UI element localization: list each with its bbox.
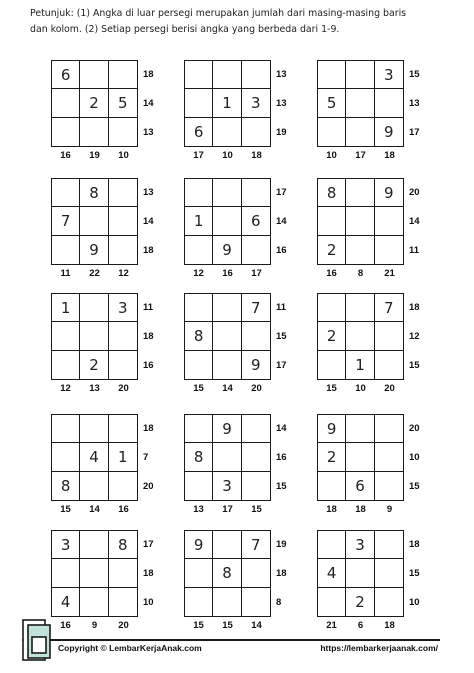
grid-cell[interactable] <box>80 472 108 500</box>
grid-cell[interactable] <box>185 351 213 379</box>
grid-cell[interactable]: 1 <box>185 207 213 235</box>
puzzle-6 <box>317 178 443 282</box>
grid-cell[interactable] <box>242 559 270 587</box>
grid-cell[interactable]: 6 <box>242 207 270 235</box>
column-sum: 9 <box>386 504 393 515</box>
grid-cell[interactable] <box>185 415 213 443</box>
grid-cell[interactable] <box>318 531 346 559</box>
puzzle-grid <box>317 60 404 147</box>
column-sum: 13 <box>89 383 100 394</box>
grid-cell[interactable] <box>80 294 108 322</box>
column-sum: 19 <box>89 150 100 161</box>
column-sum: 10 <box>222 150 233 161</box>
grid-cell[interactable] <box>375 351 403 379</box>
grid-cell[interactable] <box>109 322 137 350</box>
puzzle-grid <box>51 178 138 265</box>
grid-cell[interactable] <box>185 89 213 117</box>
grid-cell[interactable] <box>375 207 403 235</box>
column-sum: 8 <box>357 268 364 279</box>
grid-cell[interactable] <box>375 531 403 559</box>
grid-cell[interactable] <box>242 588 270 616</box>
grid-cell[interactable] <box>213 118 241 146</box>
grid-cell[interactable]: 2 <box>318 236 346 264</box>
grid-cell[interactable] <box>213 351 241 379</box>
grid-cell[interactable]: 3 <box>375 61 403 89</box>
row-sum: 12 <box>409 330 420 342</box>
grid-cell[interactable] <box>109 559 137 587</box>
grid-cell[interactable] <box>213 179 241 207</box>
grid-cell[interactable] <box>346 443 374 471</box>
grid-cell[interactable] <box>52 351 80 379</box>
grid-cell[interactable] <box>213 294 241 322</box>
row-sum: 18 <box>143 422 154 434</box>
grid-cell[interactable] <box>52 236 80 264</box>
row-sum: 14 <box>143 97 154 109</box>
row-sum: 10 <box>409 451 420 463</box>
grid-cell[interactable] <box>52 118 80 146</box>
grid-cell[interactable] <box>52 179 80 207</box>
grid-cell[interactable] <box>80 559 108 587</box>
grid-cell[interactable] <box>109 415 137 443</box>
grid-cell[interactable]: 3 <box>242 89 270 117</box>
grid-cell[interactable] <box>375 236 403 264</box>
row-sum: 15 <box>276 330 287 342</box>
column-sum: 16 <box>60 620 71 631</box>
grid-cell[interactable] <box>109 207 137 235</box>
grid-cell[interactable] <box>109 472 137 500</box>
grid-cell[interactable] <box>318 207 346 235</box>
grid-cell[interactable] <box>80 118 108 146</box>
row-sum: 13 <box>143 126 154 138</box>
lka-logo-icon <box>22 619 52 661</box>
grid-cell[interactable]: 2 <box>318 322 346 350</box>
row-sum: 11 <box>143 301 154 313</box>
grid-cell[interactable]: 4 <box>80 443 108 471</box>
column-sum: 20 <box>251 383 262 394</box>
grid-cell[interactable]: 8 <box>52 472 80 500</box>
row-sum: 15 <box>409 68 420 80</box>
column-sum: 14 <box>89 504 100 515</box>
puzzle-grid <box>184 414 271 501</box>
column-sum: 17 <box>251 268 262 279</box>
grid-cell[interactable] <box>318 61 346 89</box>
grid-cell[interactable]: 4 <box>318 559 346 587</box>
row-sum: 18 <box>409 538 420 550</box>
row-sum: 18 <box>143 330 154 342</box>
puzzle-14 <box>184 530 310 634</box>
column-sum: 10 <box>326 150 337 161</box>
grid-cell[interactable]: 1 <box>213 89 241 117</box>
grid-cell[interactable] <box>242 179 270 207</box>
puzzle-grid <box>184 530 271 617</box>
column-sum: 17 <box>222 504 233 515</box>
grid-cell[interactable] <box>375 322 403 350</box>
puzzle-grid <box>317 293 404 380</box>
grid-cell[interactable]: 1 <box>346 351 374 379</box>
grid-cell[interactable] <box>318 472 346 500</box>
puzzle-4 <box>51 178 177 282</box>
grid-cell[interactable]: 2 <box>80 89 108 117</box>
row-sum: 17 <box>276 186 287 198</box>
puzzle-1 <box>51 60 177 164</box>
row-sum: 19 <box>276 126 287 138</box>
grid-cell[interactable] <box>346 118 374 146</box>
column-sum: 12 <box>193 268 204 279</box>
grid-cell[interactable]: 5 <box>109 89 137 117</box>
row-sum: 10 <box>409 596 420 608</box>
grid-cell[interactable] <box>185 61 213 89</box>
column-sum: 20 <box>118 383 129 394</box>
grid-cell[interactable] <box>213 322 241 350</box>
grid-cell[interactable] <box>109 351 137 379</box>
grid-cell[interactable] <box>213 588 241 616</box>
grid-cell[interactable]: 3 <box>109 294 137 322</box>
grid-cell[interactable]: 4 <box>52 588 80 616</box>
column-sum: 10 <box>355 383 366 394</box>
grid-cell[interactable] <box>346 294 374 322</box>
column-sum: 15 <box>326 383 337 394</box>
grid-cell[interactable] <box>346 322 374 350</box>
grid-cell[interactable] <box>375 559 403 587</box>
grid-cell[interactable] <box>52 559 80 587</box>
grid-cell[interactable] <box>346 61 374 89</box>
column-sum: 18 <box>384 620 395 631</box>
instructions-line-1: Petunjuk: (1) Angka di luar persegi merupakan jumlah dari masing-masing baris <box>30 8 407 19</box>
puzzle-grid <box>51 530 138 617</box>
grid-cell[interactable]: 6 <box>185 118 213 146</box>
puzzle-7 <box>51 293 177 397</box>
puzzle-13 <box>51 530 177 634</box>
puzzle-grid <box>184 60 271 147</box>
grid-cell[interactable] <box>375 472 403 500</box>
row-sum: 20 <box>143 480 154 492</box>
puzzle-grid <box>317 178 404 265</box>
grid-cell[interactable]: 8 <box>213 559 241 587</box>
row-sum: 18 <box>143 68 154 80</box>
grid-cell[interactable]: 9 <box>80 236 108 264</box>
grid-cell[interactable]: 7 <box>52 207 80 235</box>
puzzle-grid <box>317 414 404 501</box>
grid-cell[interactable] <box>109 118 137 146</box>
grid-cell[interactable]: 8 <box>318 179 346 207</box>
puzzle-2 <box>184 60 310 164</box>
row-sum: 19 <box>276 538 287 550</box>
column-sum: 12 <box>60 383 71 394</box>
grid-cell[interactable] <box>80 415 108 443</box>
grid-cell[interactable] <box>346 89 374 117</box>
column-sum: 11 <box>60 268 71 279</box>
grid-cell[interactable]: 6 <box>346 472 374 500</box>
row-sum: 14 <box>409 215 420 227</box>
column-sum: 21 <box>384 268 395 279</box>
grid-cell[interactable]: 2 <box>318 443 346 471</box>
row-sum: 20 <box>409 186 420 198</box>
column-sum: 18 <box>326 504 337 515</box>
puzzle-grid <box>51 60 138 147</box>
column-sum: 9 <box>91 620 98 631</box>
column-sum: 16 <box>326 268 337 279</box>
grid-cell[interactable]: 8 <box>109 531 137 559</box>
row-sum: 8 <box>276 596 282 608</box>
puzzle-12 <box>317 414 443 518</box>
grid-cell[interactable] <box>109 179 137 207</box>
row-sum: 17 <box>409 126 420 138</box>
column-sum: 12 <box>118 268 129 279</box>
grid-cell[interactable] <box>318 351 346 379</box>
column-sum: 20 <box>118 620 129 631</box>
column-sum: 20 <box>384 383 395 394</box>
grid-cell[interactable]: 9 <box>251 355 261 374</box>
grid-cell[interactable] <box>346 236 374 264</box>
grid-cell[interactable] <box>52 322 80 350</box>
row-sum: 15 <box>409 359 420 371</box>
row-sum: 13 <box>143 186 154 198</box>
grid-cell[interactable] <box>109 236 137 264</box>
row-sum: 14 <box>143 215 154 227</box>
puzzle-grid <box>317 530 404 617</box>
row-sum: 20 <box>409 422 420 434</box>
column-sum: 22 <box>89 268 100 279</box>
grid-cell[interactable] <box>185 236 213 264</box>
puzzle-11 <box>184 414 310 518</box>
grid-cell[interactable] <box>80 207 108 235</box>
footer-divider <box>22 639 440 641</box>
row-sum: 13 <box>276 68 287 80</box>
row-sum: 18 <box>276 567 287 579</box>
instructions-line-2: dan kolom. (2) Setiap persegi berisi angka yang berbeda dari 1-9. <box>30 24 340 35</box>
grid-cell[interactable] <box>375 443 403 471</box>
grid-cell[interactable] <box>213 443 241 471</box>
column-sum: 18 <box>355 504 366 515</box>
grid-cell[interactable] <box>375 588 403 616</box>
grid-cell[interactable]: 9 <box>213 415 241 443</box>
grid-cell[interactable]: 6 <box>52 61 80 89</box>
grid-cell[interactable] <box>242 443 270 471</box>
grid-cell[interactable] <box>52 443 80 471</box>
grid-cell[interactable] <box>375 89 403 117</box>
grid-cell[interactable] <box>318 118 346 146</box>
column-sum: 15 <box>60 504 71 515</box>
grid-cell[interactable] <box>185 472 213 500</box>
puzzle-15 <box>317 530 443 634</box>
grid-cell[interactable]: 5 <box>318 89 346 117</box>
column-sum: 16 <box>222 268 233 279</box>
column-sum: 15 <box>222 620 233 631</box>
row-sum: 15 <box>409 480 420 492</box>
column-sum: 17 <box>355 150 366 161</box>
puzzle-3 <box>317 60 443 164</box>
row-sum: 15 <box>409 567 420 579</box>
grid-cell[interactable]: 7 <box>242 294 270 322</box>
puzzle-grid <box>184 178 271 265</box>
grid-cell[interactable]: 8 <box>80 179 108 207</box>
grid-cell[interactable]: 7 <box>375 294 403 322</box>
puzzle-8 <box>184 293 310 397</box>
grid-cell[interactable]: 9 <box>318 415 346 443</box>
row-sum: 13 <box>409 97 420 109</box>
grid-cell[interactable] <box>185 588 213 616</box>
puzzle-grid <box>184 293 271 380</box>
grid-cell[interactable] <box>318 588 346 616</box>
grid-cell[interactable] <box>185 179 213 207</box>
grid-cell[interactable]: 3 <box>52 531 80 559</box>
row-sum: 13 <box>276 97 287 109</box>
column-sum: 14 <box>222 383 233 394</box>
column-sum: 15 <box>251 504 262 515</box>
grid-cell[interactable]: 1 <box>52 294 80 322</box>
grid-cell[interactable]: 2 <box>80 351 108 379</box>
grid-cell[interactable] <box>242 61 270 89</box>
column-sum: 21 <box>326 620 337 631</box>
row-sum: 15 <box>276 480 287 492</box>
grid-cell[interactable] <box>213 61 241 89</box>
grid-cell[interactable] <box>213 207 241 235</box>
column-sum: 15 <box>193 620 204 631</box>
row-sum: 18 <box>409 301 420 313</box>
column-sum: 16 <box>60 150 71 161</box>
row-sum: 14 <box>276 422 287 434</box>
column-sum: 16 <box>118 504 129 515</box>
grid-cell[interactable]: 9 <box>213 236 241 264</box>
grid-cell[interactable] <box>213 531 241 559</box>
row-sum: 11 <box>276 301 287 313</box>
grid-cell[interactable]: 9 <box>185 531 213 559</box>
puzzle-9 <box>317 293 443 397</box>
site-url-link[interactable]: https://lembarkerjaanak.com/ <box>320 643 438 653</box>
row-sum: 17 <box>143 538 154 550</box>
grid-cell[interactable]: 9 <box>375 179 403 207</box>
row-sum: 10 <box>143 596 154 608</box>
grid-cell[interactable] <box>109 588 137 616</box>
grid-cell[interactable] <box>242 118 270 146</box>
grid-cell[interactable] <box>52 415 80 443</box>
grid-cell[interactable]: 3 <box>346 531 374 559</box>
grid-cell[interactable]: 2 <box>346 588 374 616</box>
grid-cell[interactable] <box>318 294 346 322</box>
puzzle-grid <box>51 414 138 501</box>
row-sum: 16 <box>276 244 287 256</box>
row-sum: 16 <box>276 451 287 463</box>
grid-cell[interactable] <box>346 415 374 443</box>
row-sum: 7 <box>143 451 149 463</box>
column-sum: 10 <box>118 150 129 161</box>
puzzle-grid <box>51 293 138 380</box>
row-sum: 14 <box>276 215 287 227</box>
grid-cell[interactable]: 7 <box>242 531 270 559</box>
grid-cell[interactable] <box>375 415 403 443</box>
column-sum: 15 <box>193 383 204 394</box>
grid-cell[interactable]: 1 <box>109 443 137 471</box>
grid-cell[interactable] <box>346 559 374 587</box>
grid-cell[interactable]: 8 <box>185 443 213 471</box>
column-sum: 18 <box>251 150 262 161</box>
column-sum: 17 <box>193 150 204 161</box>
column-sum: 6 <box>357 620 364 631</box>
column-sum: 18 <box>384 150 395 161</box>
grid-cell[interactable] <box>80 531 108 559</box>
row-sum: 17 <box>276 359 287 371</box>
copyright-text: Copyright © LembarKerjaAnak.com <box>58 643 202 653</box>
puzzle-5 <box>184 178 310 282</box>
grid-cell[interactable] <box>242 472 270 500</box>
grid-cell[interactable] <box>80 322 108 350</box>
row-sum: 18 <box>143 567 154 579</box>
grid-cell[interactable]: 8 <box>185 322 213 350</box>
grid-cell[interactable] <box>109 61 137 89</box>
grid-cell[interactable] <box>185 294 213 322</box>
column-sum: 14 <box>251 620 262 631</box>
grid-cell[interactable] <box>80 588 108 616</box>
column-sum: 13 <box>193 504 204 515</box>
grid-cell[interactable]: 3 <box>213 472 241 500</box>
puzzle-10 <box>51 414 177 518</box>
grid-cell[interactable] <box>80 61 108 89</box>
grid-cell[interactable] <box>346 207 374 235</box>
grid-cell[interactable]: 9 <box>384 122 394 141</box>
grid-cell[interactable] <box>242 415 270 443</box>
grid-cell[interactable] <box>242 236 270 264</box>
row-sum: 16 <box>143 359 154 371</box>
grid-cell[interactable] <box>52 89 80 117</box>
grid-cell[interactable] <box>242 322 270 350</box>
row-sum: 11 <box>409 244 420 256</box>
row-sum: 18 <box>143 244 154 256</box>
grid-cell[interactable] <box>185 559 213 587</box>
grid-cell[interactable] <box>346 179 374 207</box>
